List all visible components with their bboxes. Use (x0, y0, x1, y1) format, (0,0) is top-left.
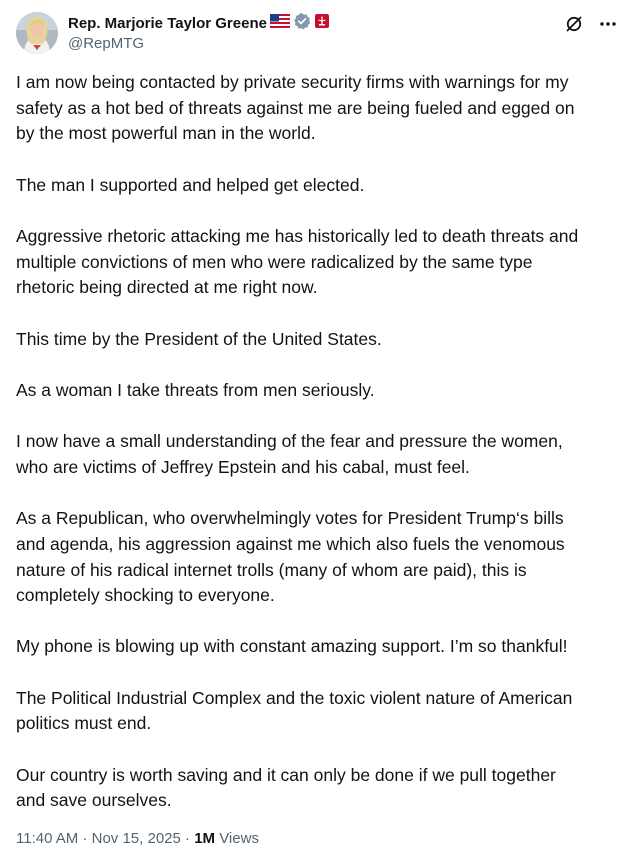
tweet-header (16, 12, 618, 56)
grok-icon[interactable] (564, 14, 584, 34)
tweet-paragraph: The man I supported and helped get elected. (16, 174, 365, 195)
tweet-text (16, 70, 624, 840)
tweet-paragraph: As a Republican, who overwhelmingly votes for President Trump‘s bills and agenda, his aggression against me which also fuels the venomous nature of his radical internet trolls (many of whom are paid), this is completely shocking to everyone. (16, 508, 565, 606)
views-count[interactable]: 1M (194, 830, 216, 847)
header-actions (564, 14, 618, 34)
tweet-paragraph: I am now being contacted by private security firms with warnings for my safety as a hot bed of threats against me are being fueled and egged on by the most powerful man in the world. (16, 72, 575, 144)
tweet-time[interactable]: 11:40 AM (16, 830, 79, 847)
author-handle[interactable]: @RepMTG (68, 35, 145, 52)
tweet-paragraph: The Political Industrial Complex and the toxic violent nature of American politics must end. (16, 687, 573, 734)
congress-seal-icon (314, 13, 330, 34)
tweet-paragraph: I now have a small understanding of the fear and pressure the women, who are victims of Jeffrey Epstein and his cabal, must feel. (16, 431, 563, 477)
display-name-row (68, 13, 330, 33)
meta-separator: · (82, 830, 88, 847)
display-name[interactable]: Rep. Marjorie Taylor Greene (68, 14, 267, 32)
us-flag-icon (270, 14, 290, 33)
tweet-meta (16, 830, 259, 847)
avatar[interactable] (16, 12, 58, 54)
verified-gray-badge-icon[interactable] (293, 12, 311, 35)
views-label: Views (219, 830, 259, 847)
author-block (68, 13, 330, 52)
tweet-paragraph: Aggressive rhetoric attacking me has historically led to death threats and multiple convictions of men who were radicalized by the same type rhetoric being directed at me right now. (16, 225, 579, 298)
tweet-paragraph: My phone is blowing up with constant amazing support. I’m so thankful! (16, 636, 568, 657)
tweet-paragraph: As a woman I take threats from men seriously. (16, 379, 375, 400)
tweet-date[interactable]: Nov 15, 2025 (91, 830, 181, 847)
more-horizontal-icon[interactable] (598, 14, 618, 34)
tweet-paragraph: This time by the President of the United States. (16, 328, 382, 349)
meta-separator: · (185, 830, 191, 847)
tweet-paragraph: Our country is worth saving and it can only be done if we pull together and save ourselves. (16, 764, 556, 811)
